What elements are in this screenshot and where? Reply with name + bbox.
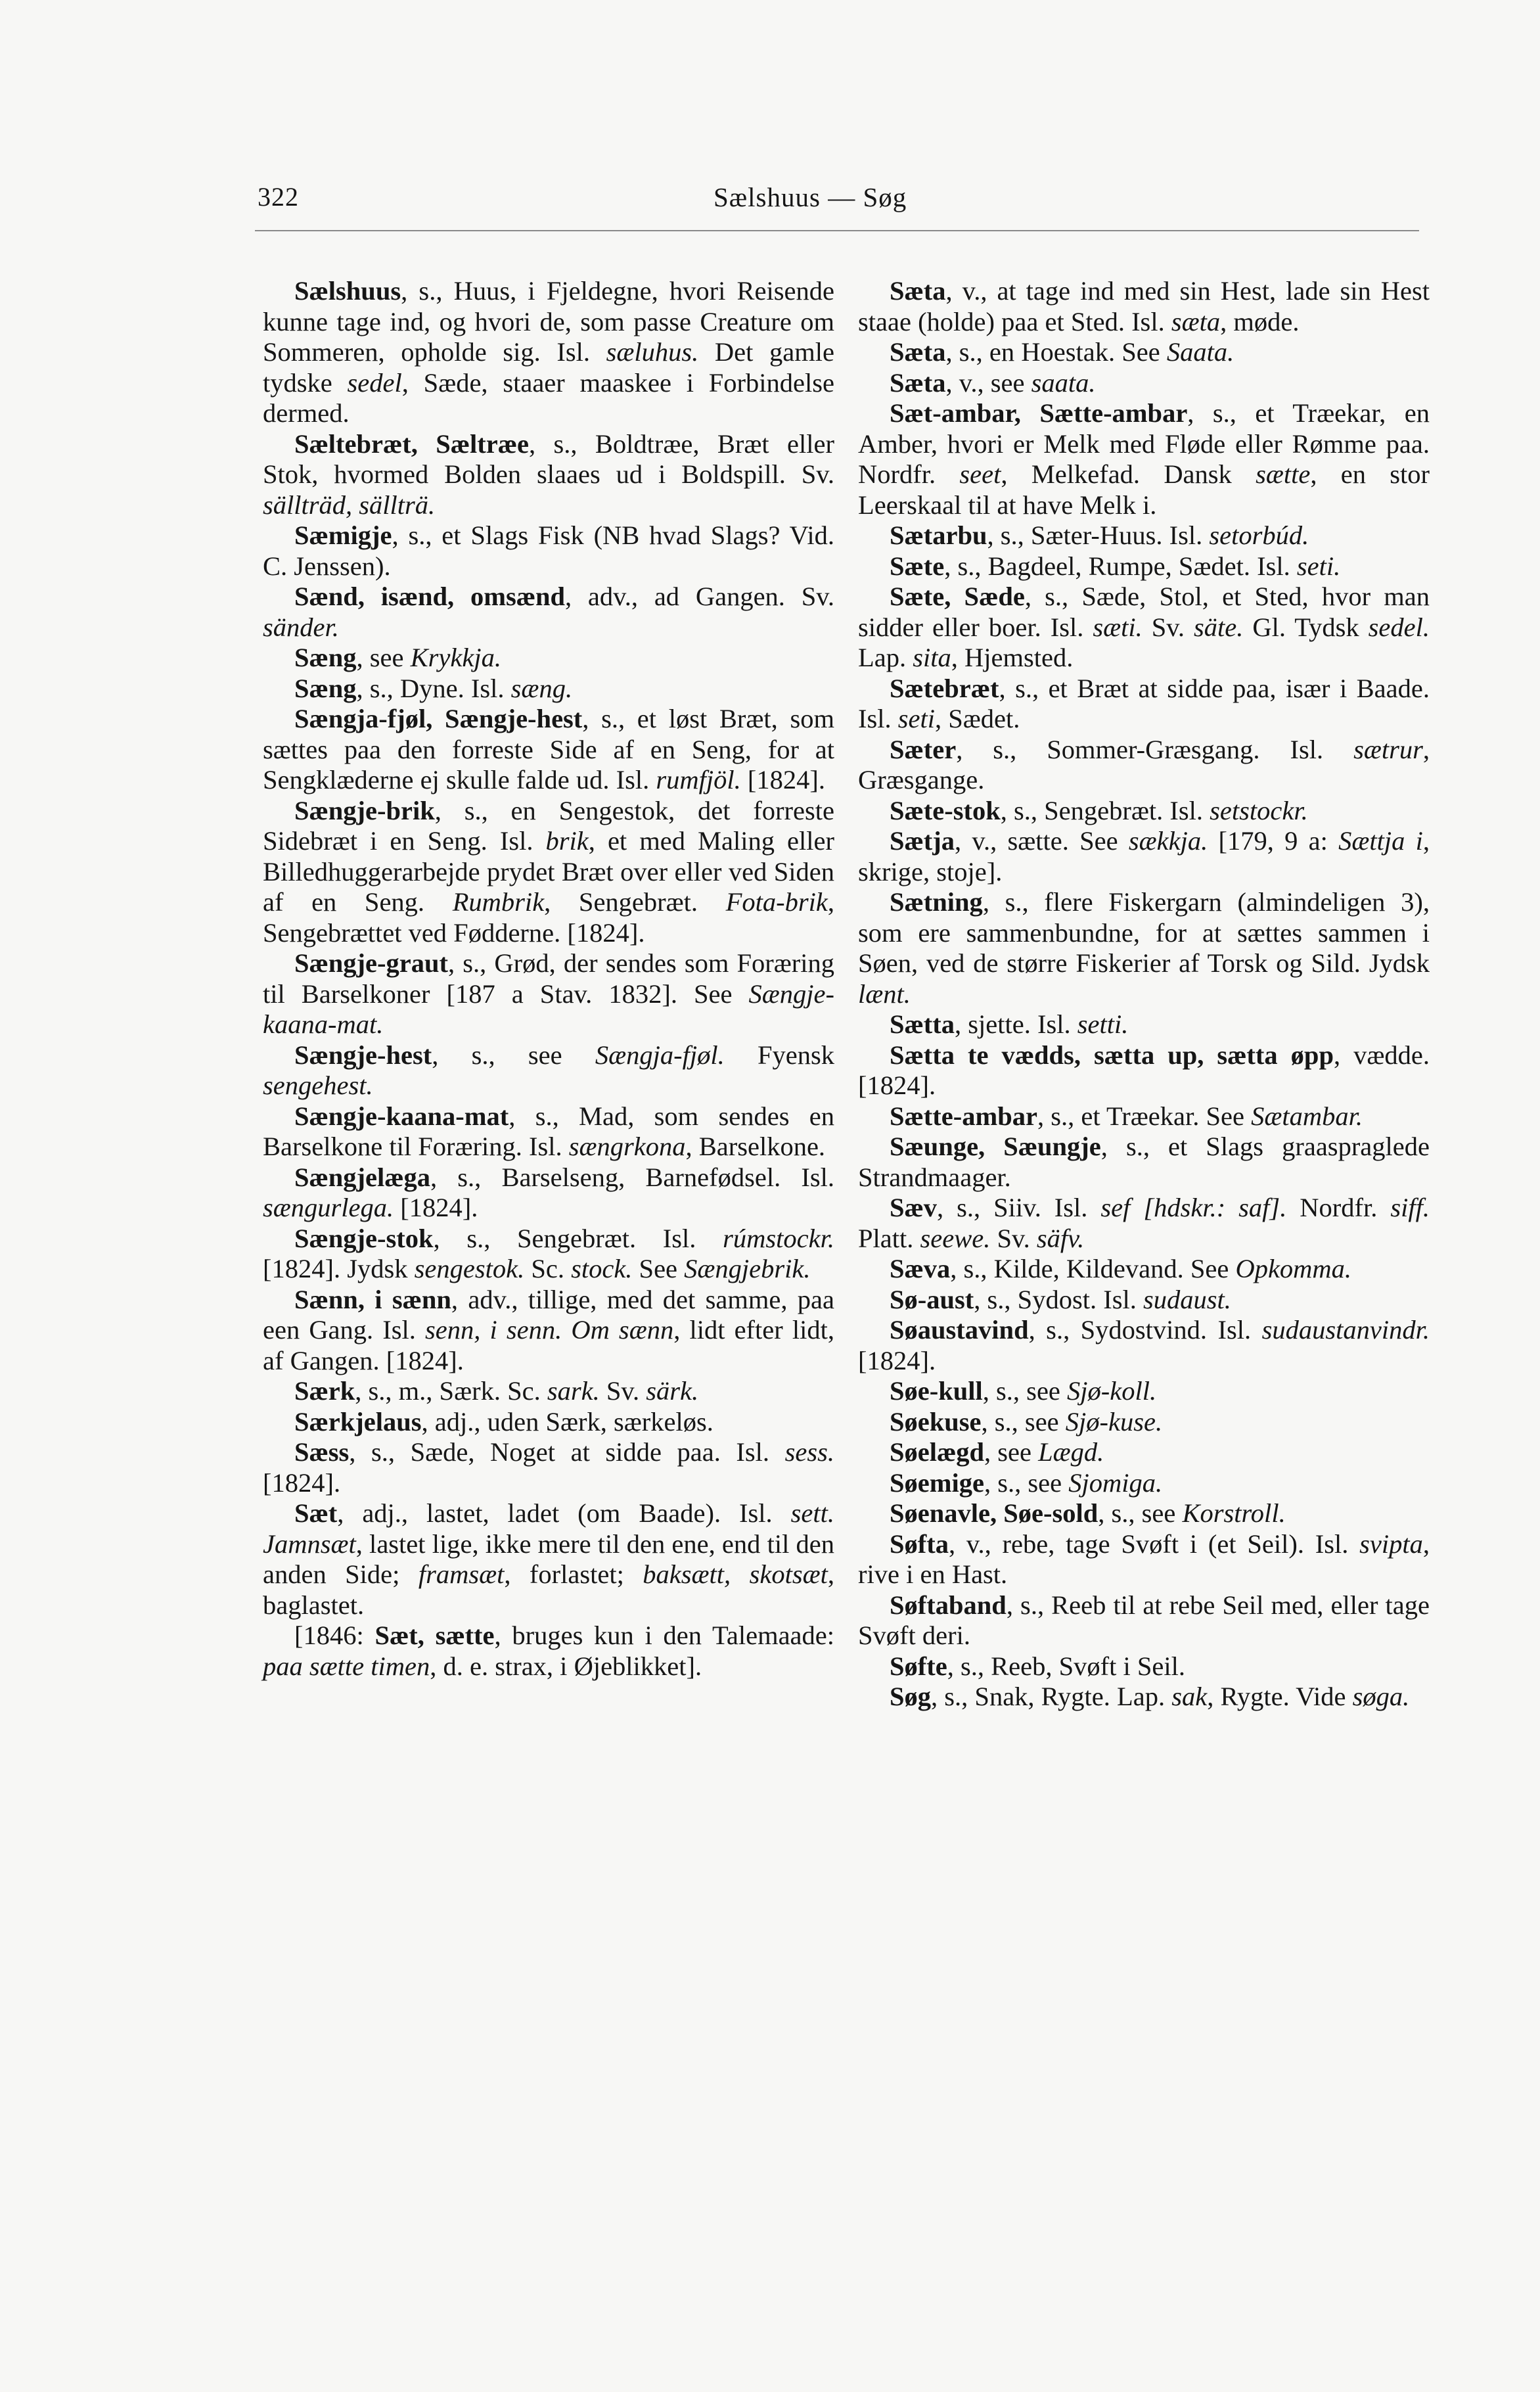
dictionary-entry xyxy=(858,1285,1430,1316)
italic-term: lænt. xyxy=(858,978,911,1009)
dictionary-entry xyxy=(858,398,1430,520)
entry-text: , s., en Sengestok, det forreste Sidebræt i en Seng. Isl. xyxy=(263,795,834,856)
dictionary-entry xyxy=(858,551,1430,582)
entry-text: , adv., tillige, med det samme, paa een Gang. Isl. xyxy=(263,1284,834,1345)
entry-text: , v., sætte. See xyxy=(955,826,1129,856)
entry-text: , s., Boldtræe, Bræt eller Stok, hvormed Bolden slaaes ud i Boldspill. Sv. xyxy=(263,428,834,489)
dictionary-entry xyxy=(858,735,1430,796)
italic-term: Sængje-kaana-mat. xyxy=(263,978,834,1039)
entry-text: , s., Reeb, Svøft i Seil. xyxy=(947,1651,1185,1681)
headword: Sæng xyxy=(294,643,357,672)
headword: Søekuse xyxy=(890,1406,982,1437)
entry-text: , s., Dyne. Isl. xyxy=(356,673,511,703)
dictionary-entry xyxy=(263,796,834,949)
entry-text: , s., et løst Bræt, som sættes paa den forreste Side af en Seng, for at Sengklæderne ej skulle falde ud. Isl. xyxy=(263,704,834,794)
italic-term: Fota-brik xyxy=(725,887,828,917)
dictionary-entry xyxy=(858,796,1430,827)
headword: Sæta xyxy=(890,337,946,367)
dictionary-entry xyxy=(858,276,1430,337)
headword: Søfta xyxy=(890,1529,949,1559)
entry-text: , s., Sengebræt. Isl. xyxy=(433,1223,723,1253)
entry-text: , v., rebe, tage Svøft i (et Seil). Isl. xyxy=(949,1529,1360,1559)
headword: Søenavle, Søe-sold xyxy=(890,1498,1098,1528)
headword: Sængje-graut xyxy=(294,948,448,978)
headword: Sængje-brik xyxy=(294,795,435,825)
entry-text: , s., et Slags graaspraglede Strandmaager. xyxy=(858,1132,1430,1192)
italic-term: søga. xyxy=(1352,1682,1410,1711)
headword: Søg xyxy=(890,1682,932,1711)
entry-text: See xyxy=(632,1254,685,1283)
italic-term: baksætt, skotsæt xyxy=(643,1559,828,1589)
italic-term: svipta xyxy=(1359,1529,1423,1559)
dictionary-entry xyxy=(263,520,834,582)
dictionary-entry xyxy=(858,674,1430,735)
headword: Sæta xyxy=(890,367,946,398)
headword: Sæva xyxy=(890,1254,951,1283)
headword: Sæmigje xyxy=(294,520,392,550)
entry-text: , Sædet. xyxy=(935,704,1020,733)
entry-text: , forlastet; xyxy=(504,1559,643,1589)
headword: Sængje-kaana-mat xyxy=(294,1101,509,1131)
entry-text: , s., see xyxy=(981,1406,1066,1437)
italic-term: sak xyxy=(1171,1682,1208,1711)
entry-text: [1824]. Jydsk xyxy=(263,1254,415,1283)
dictionary-entry xyxy=(263,1498,834,1621)
entry-text: , s., Sydost. Isl. xyxy=(974,1284,1143,1314)
italic-term: rúmstockr. xyxy=(723,1223,834,1253)
italic-term: Sjø-koll. xyxy=(1067,1376,1157,1406)
italic-term: Sættja i xyxy=(1338,826,1423,856)
headword: Søe-kull xyxy=(890,1376,983,1406)
italic-term: Korstroll. xyxy=(1182,1498,1286,1528)
entry-text: Sc. xyxy=(524,1254,572,1283)
dictionary-entry xyxy=(858,337,1430,368)
entry-text: , s., Siiv. Isl. xyxy=(937,1193,1101,1222)
entry-text: , s., Mad, som sendes en Barselkone til Foræring. Isl. xyxy=(263,1101,834,1161)
dictionary-entry xyxy=(858,887,1430,1009)
entry-text: , s., see xyxy=(1098,1498,1183,1528)
entry-text: [1824]. xyxy=(858,1345,936,1375)
dictionary-entry xyxy=(263,1621,834,1682)
entry-text: , bruges kun i den Talemaade: xyxy=(494,1621,834,1650)
entry-text: , møde. xyxy=(1220,306,1300,336)
italic-term: Sjø-kuse. xyxy=(1065,1406,1163,1437)
italic-term: sark. xyxy=(547,1376,600,1406)
italic-term: Sætambar. xyxy=(1251,1101,1363,1131)
headword: Sætning xyxy=(890,887,983,917)
entry-text: , see xyxy=(984,1437,1039,1467)
entry-text: Lap. xyxy=(858,643,913,672)
entry-text: , s., et Slags Fisk (NB hvad Slags? Vid. C. Jenssen). xyxy=(263,520,834,581)
dictionary-entry xyxy=(263,674,834,704)
headword: Sæss xyxy=(294,1437,350,1467)
italic-term: sæti. xyxy=(1093,612,1143,642)
entry-text: , lastet lige, ikke mere til den ene, end til den anden Side; xyxy=(263,1529,834,1589)
italic-term: sængurlega. xyxy=(263,1193,394,1222)
dictionary-entry xyxy=(263,1162,834,1224)
italic-term: setorbúd. xyxy=(1209,520,1309,550)
headword: Sænn, i sænn xyxy=(294,1284,451,1314)
entry-text: , s., Snak, Rygte. Lap. xyxy=(931,1682,1172,1711)
running-head: Sælshuus — Søg xyxy=(713,182,907,212)
dictionary-entry xyxy=(858,520,1430,551)
dictionary-entry xyxy=(263,276,834,429)
entry-text: Fyensk xyxy=(724,1040,834,1070)
headword: Sæta xyxy=(890,276,946,306)
dictionary-entry xyxy=(263,948,834,1040)
italic-term: säte. xyxy=(1194,612,1244,642)
entry-text: , vædde. [1824]. xyxy=(858,1040,1430,1100)
italic-term: Rumbrik xyxy=(452,887,545,917)
italic-term: setti. xyxy=(1077,1009,1129,1039)
dictionary-entry xyxy=(858,826,1430,887)
headword: Søfte xyxy=(890,1651,947,1681)
dictionary-entry xyxy=(858,1101,1430,1132)
entry-text: , Rygte. Vide xyxy=(1207,1682,1353,1711)
entry-text: , s., see xyxy=(432,1040,595,1070)
dictionary-entry xyxy=(263,1101,834,1162)
entry-text: , s., Sæde, Noget at sidde paa. Isl. xyxy=(349,1437,785,1467)
headword: Søemige xyxy=(890,1467,984,1498)
entry-text: , s., Grød, der sendes som Foræring til Barselkoner [187 a Stav. 1832]. See xyxy=(263,948,834,1009)
italic-term: seet xyxy=(959,459,1001,489)
headword: Sæltebræt, Sæltræe xyxy=(294,428,529,459)
entry-text: , s., Reeb til at rebe Seil med, eller tage Svøft deri. xyxy=(858,1590,1430,1650)
entry-text: , d. e. strax, i Øjeblikket]. xyxy=(430,1651,702,1681)
italic-term: brik xyxy=(545,826,589,856)
headword: Særk xyxy=(294,1376,355,1406)
headword: Sætebræt xyxy=(890,673,999,703)
italic-term: säfv. xyxy=(1036,1223,1085,1253)
italic-term: sett. Jamnsæt xyxy=(263,1498,834,1559)
entry-text: , s., Sæde, Stol, et Sted, hvor man sidder eller boer. Isl. xyxy=(858,582,1430,642)
italic-term: Opkomma. xyxy=(1235,1254,1352,1283)
entry-text: , en stor Leerskaal til at have Melk i. xyxy=(858,459,1430,520)
italic-term: sengehest. xyxy=(263,1070,373,1100)
headword: Sæng xyxy=(294,673,357,703)
entry-text: , v., at tage ind med sin Hest, lade sin Hest staae (holde) paa et Sted. Isl. xyxy=(858,276,1430,336)
headword: Sæt, sætte xyxy=(374,1621,495,1650)
header-rule xyxy=(255,230,1419,231)
entry-text: [1824]. xyxy=(394,1193,478,1222)
dictionary-entry xyxy=(858,1468,1430,1499)
headword: Sængja-fjøl, Sængje-hest xyxy=(294,704,583,733)
right-column xyxy=(858,276,1430,1713)
headword: Sæv xyxy=(890,1193,938,1222)
entry-text: Gl. Tydsk xyxy=(1243,612,1369,642)
entry-text: , Barselkone. xyxy=(685,1132,826,1161)
italic-term: senn, i senn. Om sænn xyxy=(425,1315,674,1345)
italic-term: sänder. xyxy=(263,612,339,642)
dictionary-entry xyxy=(858,1590,1430,1651)
headword: Sæte, Sæde xyxy=(890,582,1025,611)
dictionary-entry xyxy=(263,1040,834,1101)
italic-term: seewe. xyxy=(920,1223,991,1253)
entry-text: [1824]. xyxy=(263,1467,341,1498)
entry-text: , Sengebræt. xyxy=(544,887,726,917)
entry-text: , see xyxy=(356,643,411,672)
entry-text: Det gamle tydske xyxy=(263,337,834,398)
italic-term: sudaust. xyxy=(1143,1284,1231,1314)
entry-text: , s., m., Særk. Sc. xyxy=(355,1376,547,1406)
headword: Sængje-hest xyxy=(294,1040,432,1070)
dictionary-entry xyxy=(858,1254,1430,1285)
dictionary-entry xyxy=(263,1407,834,1438)
entry-text: , s., Bagdeel, Rumpe, Sædet. Isl. xyxy=(944,551,1297,581)
dictionary-entry xyxy=(858,368,1430,399)
headword: Sænd, isænd, omsænd xyxy=(294,582,566,611)
entry-text: , s., en Hoestak. See xyxy=(945,337,1167,367)
entry-text: [1846: xyxy=(294,1621,375,1650)
entry-text: , sjette. Isl. xyxy=(955,1009,1077,1039)
italic-term: setstockr. xyxy=(1210,795,1308,825)
entry-text: , Melkefad. Dansk xyxy=(1001,459,1256,489)
entry-text: , s., see xyxy=(982,1376,1068,1406)
dictionary-entry xyxy=(858,1498,1430,1529)
headword: Sængje-stok xyxy=(294,1223,434,1253)
italic-term: paa sætte timen xyxy=(263,1651,430,1681)
headword: Sæte-stok xyxy=(890,795,1001,825)
italic-term: Sængjebrik. xyxy=(684,1254,811,1283)
entry-text: , adj., uden Særk, særkeløs. xyxy=(421,1406,713,1437)
entry-text: , adj., lastet, ladet (om Baade). Isl. xyxy=(337,1498,791,1528)
entry-text: , s., Sengebræt. Isl. xyxy=(1000,795,1210,825)
entry-text: , skrige, stoje]. xyxy=(858,826,1430,886)
italic-term: seti xyxy=(897,704,935,733)
dictionary-entry xyxy=(858,1009,1430,1040)
entry-text: Sv. xyxy=(990,1223,1037,1253)
headword: Sætarbu xyxy=(890,520,987,550)
italic-term: särk. xyxy=(646,1376,699,1406)
italic-term: sita xyxy=(913,643,951,672)
italic-term: saata. xyxy=(1031,367,1096,398)
headword: Sæt xyxy=(294,1498,338,1528)
dictionary-entry xyxy=(263,1224,834,1285)
italic-term: sækkja. xyxy=(1128,826,1208,856)
italic-term: sæng. xyxy=(510,673,573,703)
dictionary-entry xyxy=(858,1529,1430,1590)
dictionary-entry xyxy=(263,429,834,521)
italic-term: Sjomiga. xyxy=(1068,1467,1163,1498)
italic-term: sætrur xyxy=(1353,734,1423,764)
italic-term: sængrkona xyxy=(568,1132,686,1161)
entry-text: , s., et Træekar, en Amber, hvori er Melk med Fløde eller Rømme paa. Nordfr. xyxy=(858,398,1430,489)
dictionary-entry xyxy=(858,582,1430,674)
headword: Sæt-ambar, Sætte-ambar xyxy=(890,398,1188,428)
dictionary-entry xyxy=(858,1193,1430,1254)
headword: Søftaband xyxy=(890,1590,1007,1620)
entry-text: , et med Maling eller Billedhuggerarbejde prydet Bræt over eller ved Siden af en Seng. xyxy=(263,826,835,917)
dictionary-entry xyxy=(263,1437,834,1498)
dictionary-entry xyxy=(858,1040,1430,1101)
entry-text: , s., see xyxy=(984,1467,1069,1498)
entry-text: , s., et Træekar. See xyxy=(1037,1101,1252,1131)
italic-term: sef [hdskr.: saf]. xyxy=(1100,1193,1287,1222)
headword: Sætja xyxy=(890,826,955,856)
dictionary-entry xyxy=(858,1437,1430,1468)
italic-term: sæluhus. xyxy=(606,337,699,367)
headword: Sæunge, Sæungje xyxy=(890,1132,1101,1161)
entry-text: , rive i en Hast. xyxy=(858,1529,1430,1589)
italic-term: siff. xyxy=(1390,1193,1430,1222)
entry-text: , Sæde, staaer maaskee i Forbindelse dermed. xyxy=(263,367,834,428)
page-number: 322 xyxy=(258,182,299,212)
entry-text: , s., et Bræt at sidde paa, især i Baade. Isl. xyxy=(858,673,1430,733)
headword: Sætte-ambar xyxy=(890,1101,1037,1131)
italic-term: Krykkja. xyxy=(410,643,501,672)
dictionary-entry xyxy=(263,1376,834,1407)
entry-text: , s., flere Fiskergarn (almindeligen 3), som ere sammenbundne, for at sættes sammen i Søen, ved de større Fiskerier af Torsk og Sild. Jydsk xyxy=(858,887,1430,978)
headword: Søaustavind xyxy=(890,1315,1029,1345)
entry-text: , v., see xyxy=(945,367,1031,398)
italic-term: Sængja-fjøl. xyxy=(595,1040,725,1070)
dictionary-entry xyxy=(263,1285,834,1377)
entry-text: , s., Barselseng, Barnefødsel. Isl. xyxy=(430,1162,834,1192)
entry-text: [179, 9 a: xyxy=(1208,826,1339,856)
italic-term: sess. xyxy=(784,1437,834,1467)
entry-text: Sv. xyxy=(1142,612,1194,642)
headword: Sæter xyxy=(890,734,957,764)
italic-term: sedel. xyxy=(1368,612,1430,642)
dictionary-entry xyxy=(858,1407,1430,1438)
headword: Sængjelæga xyxy=(294,1162,431,1192)
headword: Særkjelaus xyxy=(294,1406,422,1437)
italic-term: stock. xyxy=(571,1254,633,1283)
dictionary-entry xyxy=(263,582,834,643)
entry-text: , s., Kilde, Kildevand. See xyxy=(950,1254,1236,1283)
headword: Sælshuus xyxy=(294,276,401,306)
dictionary-entry xyxy=(263,704,834,796)
entry-text: , s., Sæter-Huus. Isl. xyxy=(987,520,1210,550)
left-column xyxy=(263,276,834,1682)
entry-text: Nordfr. xyxy=(1286,1193,1391,1222)
dictionary-entry xyxy=(858,1376,1430,1407)
dictionary-entry xyxy=(858,1682,1430,1713)
headword: Sø-aust xyxy=(890,1284,974,1314)
italic-term: sengestok. xyxy=(414,1254,525,1283)
entry-text: , lidt efter lidt, af Gangen. [1824]. xyxy=(263,1315,834,1375)
italic-term: sedel xyxy=(347,367,402,398)
italic-term: sætte xyxy=(1256,459,1311,489)
italic-term: Lægd. xyxy=(1038,1437,1104,1467)
italic-term: sudaustanvindr. xyxy=(1261,1315,1430,1345)
entry-text: Platt. xyxy=(858,1223,920,1253)
headword: Sætta xyxy=(890,1009,955,1039)
entry-text: , Græsgange. xyxy=(858,734,1430,794)
entry-text: , adv., ad Gangen. Sv. xyxy=(565,582,834,611)
headword: Sæte xyxy=(890,551,945,581)
entry-text: , baglastet. xyxy=(263,1559,834,1620)
dictionary-entry xyxy=(858,1315,1430,1376)
entry-text: Sv. xyxy=(599,1376,646,1406)
headword: Sætta te vædds, sætta up, sætta øpp xyxy=(890,1040,1334,1070)
entry-text: , s., Sydostvind. Isl. xyxy=(1028,1315,1262,1345)
italic-term: sæta xyxy=(1171,306,1221,336)
italic-term: rumfjöl. xyxy=(656,765,741,794)
italic-term: Saata. xyxy=(1166,337,1234,367)
italic-term: sällträd, sällträ. xyxy=(263,490,436,520)
entry-text: , Hjemsted. xyxy=(951,643,1074,672)
entry-text: , s., Huus, i Fjeldegne, hvori Reisende kunne tage ind, og hvori de, som passe Creature om Sommeren, opholde sig. Isl. xyxy=(263,276,834,367)
italic-term: framsæt xyxy=(418,1559,505,1589)
italic-term: seti. xyxy=(1296,551,1341,581)
entry-text: , Sengebrættet ved Fødderne. [1824]. xyxy=(263,887,834,948)
entry-text: [1824]. xyxy=(740,765,825,794)
dictionary-entry xyxy=(263,643,834,674)
dictionary-entry xyxy=(858,1651,1430,1682)
headword: Søelægd xyxy=(890,1437,985,1467)
entry-text: , s., Sommer-Græsgang. Isl. xyxy=(956,734,1354,764)
dictionary-entry xyxy=(858,1132,1430,1193)
